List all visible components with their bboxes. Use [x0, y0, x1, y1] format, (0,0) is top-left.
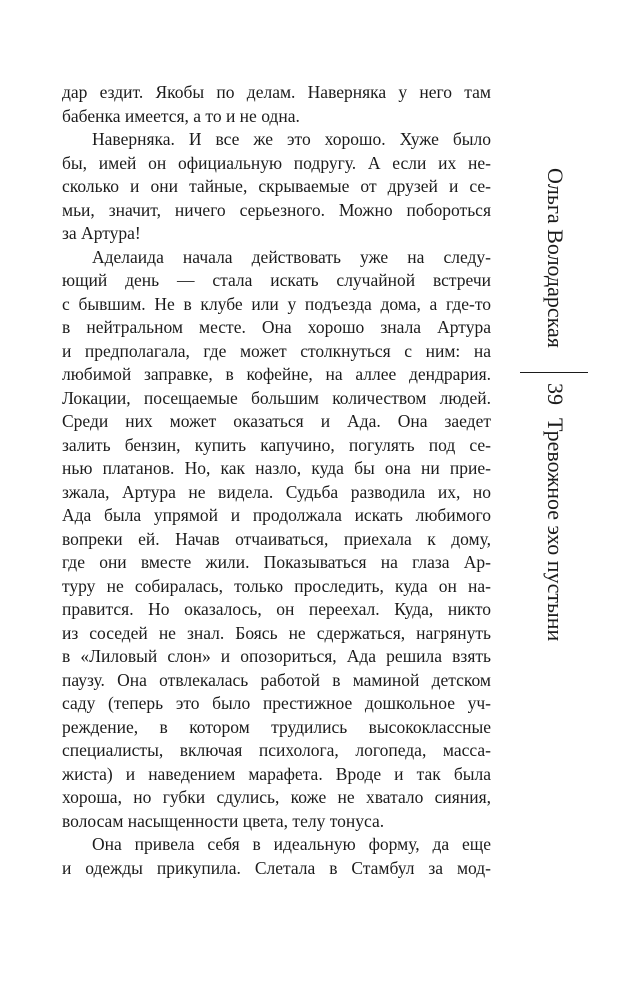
text-line: ющий день — стала искать случайной встречи — [62, 270, 491, 290]
text-line: в «Лиловый слон» и опозориться, Ада решила взять — [62, 646, 491, 666]
running-head-divider — [520, 372, 588, 373]
text-line: мьи, значит, ничего серьезного. Можно побороться — [62, 199, 491, 220]
paragraph — [62, 833, 491, 880]
running-head-author: Ольга Володарская — [543, 168, 568, 348]
text-line: правится. Но оказалось, он переехал. Куда, никто — [62, 599, 491, 619]
text-line: паузу. Она отвлекалась работой в маминой детском — [62, 669, 491, 690]
text-line: Среди них может оказаться и Ада. Она заедет — [62, 411, 491, 431]
text-line: специалисты, включая психолога, логопеда, масса- — [62, 740, 491, 760]
text-line: с бывшим. Не в клубе или у подъезда дома, а где-то — [62, 293, 491, 314]
text-line: Ада была упрямой и продолжала искать любимого — [62, 505, 491, 525]
text-line: и предполагала, где может столкнуться с ним: на — [62, 340, 491, 361]
text-line: хороша, но губки сдулись, коже не хватало сияния, — [62, 787, 491, 807]
text-line: волосам насыщенности цвета, телу тонуса. — [62, 810, 385, 831]
text-line: зжала, Артура не видела. Судьба разводила их, но — [62, 481, 491, 502]
text-line: Аделаида начала действовать уже на следу- — [92, 246, 491, 267]
text-line: туру не собиралась, только проследить, куда он на- — [62, 575, 491, 596]
paragraph — [62, 81, 491, 128]
text-line: залить бензин, купить капучино, погулять под се- — [62, 434, 491, 455]
text-line: вопреки ей. Начав отчаиваться, приехала к дому, — [62, 528, 491, 549]
text-line: бабенка имеется, а то и не одна. — [62, 105, 300, 126]
page-number: 39 — [543, 383, 568, 405]
paragraph — [62, 128, 491, 246]
text-line: любимой заправке, в кофейне, на аллее дендрария. — [62, 364, 491, 384]
text-line: бы, имей он официальную подругу. А если их не- — [62, 152, 491, 173]
paragraph — [62, 246, 491, 834]
book-page-text — [62, 81, 491, 880]
text-line: Локации, посещаемые большим количеством людей. — [62, 387, 491, 408]
text-line: за Артура! — [62, 223, 141, 243]
text-line: Она привела себя в идеальную форму, да еще — [92, 834, 491, 854]
text-line: и одежды прикупила. Слетала в Стамбул за мод- — [62, 857, 491, 878]
text-line: дар ездит. Якобы по делам. Наверняка у него там — [62, 82, 491, 102]
text-line: жиста) и наведением марафета. Вроде и так была — [62, 763, 491, 784]
text-line: из соседей не знал. Боясь не сдержаться, нагрянуть — [62, 622, 491, 643]
text-line: в нейтральном месте. Она хорошо знала Артура — [62, 317, 491, 337]
running-head-book-title: Тревожное эхо пустыни — [543, 418, 568, 642]
text-line: реждение, в котором трудились высококлассные — [62, 716, 491, 737]
text-line: нью платанов. Но, как назло, куда бы она ни прие- — [62, 458, 491, 478]
text-line: саду (теперь это было престижное дошкольное уч- — [62, 693, 491, 713]
text-line: Наверняка. И все же это хорошо. Хуже было — [92, 129, 491, 149]
text-line: сколько и они тайные, скрываемые от друзей и се- — [62, 176, 491, 196]
text-line: где они вместе жили. Показываться на глаза Ар- — [62, 552, 491, 572]
